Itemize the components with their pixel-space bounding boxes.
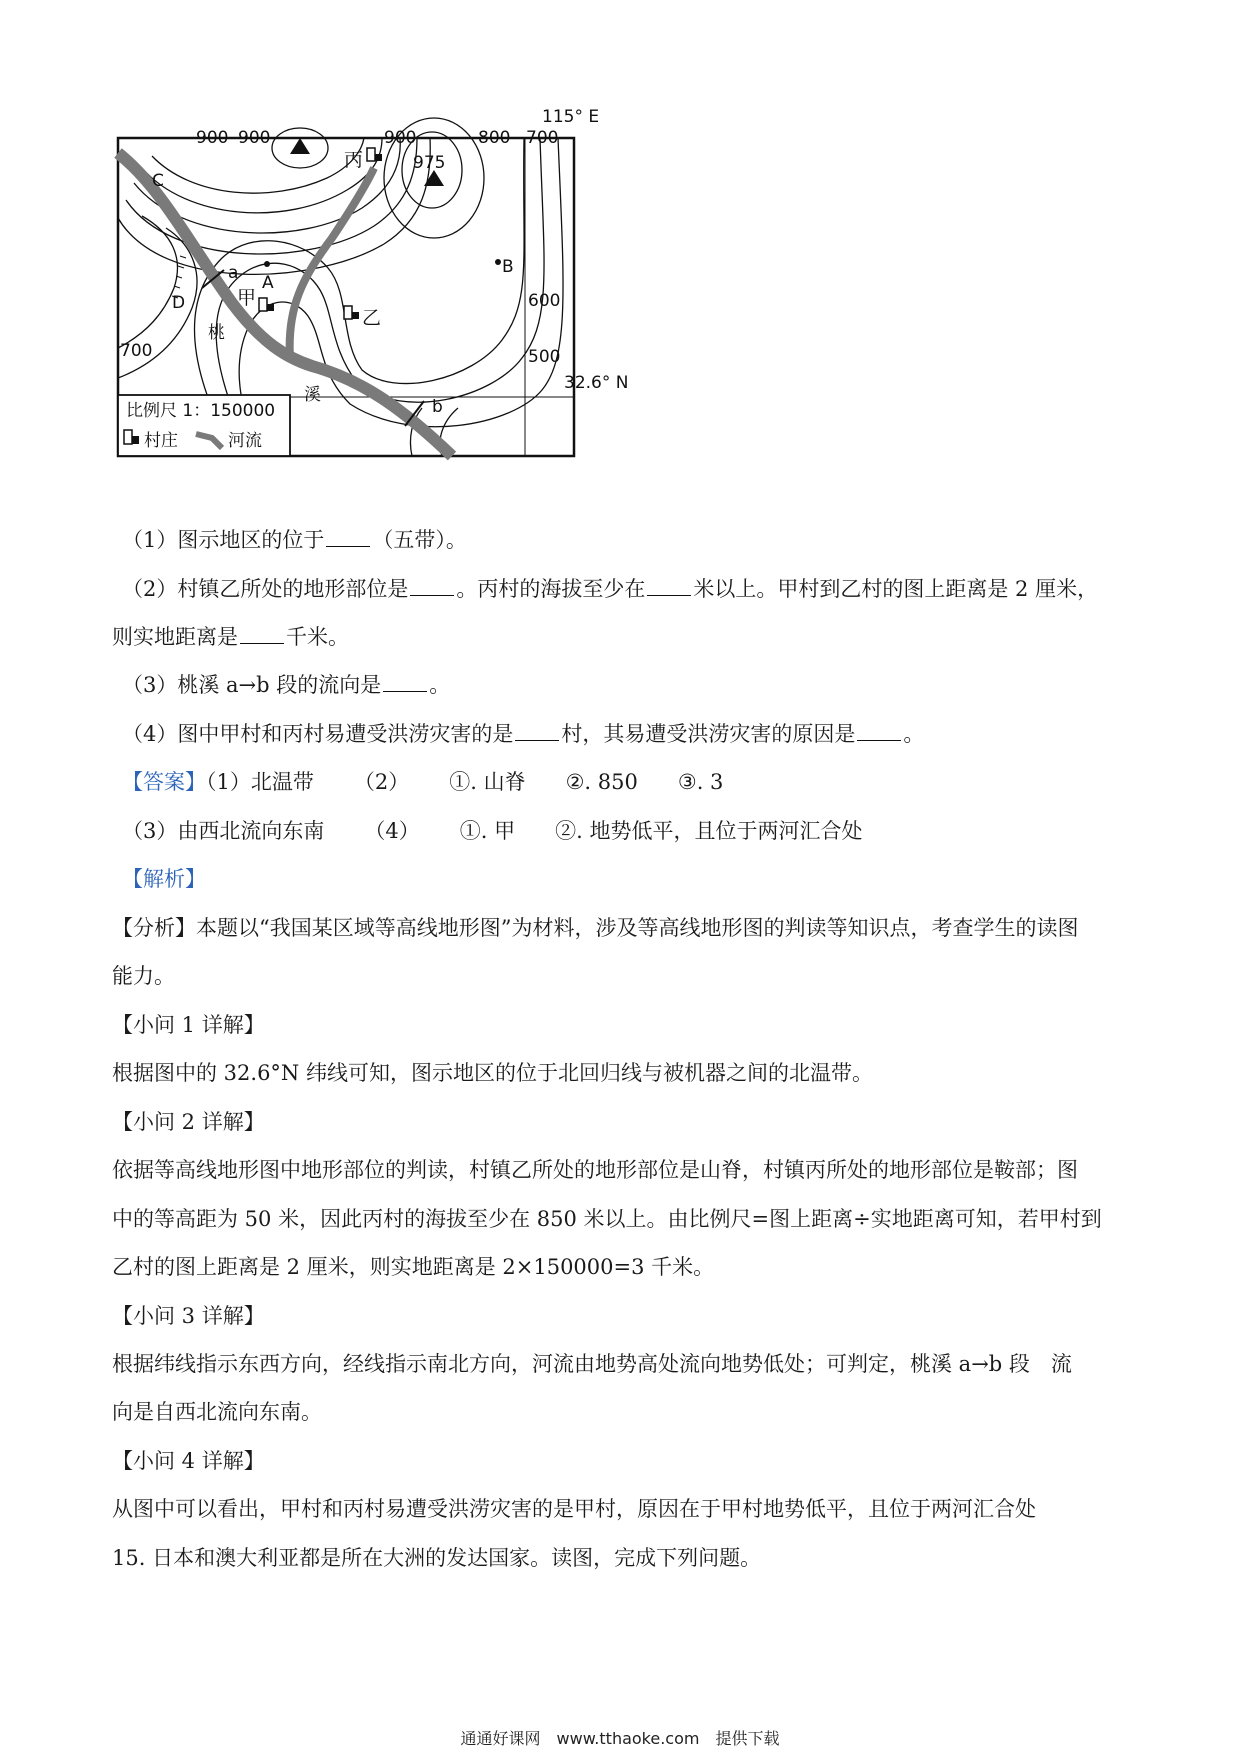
analysis-fenxi-line-1: 【分析】本题以“我国某区域等高线地形图”为材料，涉及等高线地形图的判读等知识点，考查学生的读图 [112, 916, 1079, 940]
q3-detail-body-1: 根据纬线指示东西方向，经线指示南北方向，河流由地势高处流向地势低处；可判定，桃溪 a→b 段 流 [112, 1352, 1072, 1376]
village-icon [259, 298, 274, 311]
point-label-d: D [172, 293, 186, 313]
question-3: （3）桃溪 a→b 段的流向是 。 [122, 673, 451, 697]
point-label-a-lower: a [228, 263, 239, 283]
question-2-line-2: 则实地距离是 千米。 [112, 625, 349, 649]
village-icon [344, 306, 359, 319]
q4-detail-body: 从图中可以看出，甲村和丙村易遭受洪涝灾害的是甲村，原因在于甲村地势低平，且位于两河汇合处 [112, 1497, 1036, 1521]
point-label-c: C [152, 171, 164, 191]
contour-label: 700 [120, 341, 153, 361]
river-name-char: 桃 [208, 323, 225, 343]
answer-blank [383, 673, 427, 692]
contour-label: 975 [413, 153, 446, 173]
river-branch [290, 168, 374, 358]
q2-detail-body-1: 依据等高线地形图中地形部位的判读，村镇乙所处的地形部位是山脊，村镇丙所处的地形部位是鞍部；图 [112, 1158, 1078, 1182]
cliff-hachures [172, 256, 186, 298]
analysis-fenxi-line-2: 能力。 [112, 964, 175, 988]
answer-blank [647, 577, 691, 596]
village-icon [367, 148, 382, 161]
q4-detail-heading: 【小问 4 详解】 [112, 1449, 265, 1473]
river-name-char: 溪 [304, 385, 321, 405]
answer-tag: 【答案】 [122, 770, 206, 794]
contour-label: 500 [528, 347, 561, 367]
contour-label: 900 [384, 128, 417, 148]
q2-detail-heading: 【小问 2 详解】 [112, 1110, 265, 1134]
question-2-line-1: （2）村镇乙所处的地形部位是 。丙村的海拔至少在 米以上。甲村到乙村的图上距离是 2 厘米， [122, 577, 1099, 601]
point-label-b-upper: B [502, 257, 514, 277]
latitude-label: 32.6° N [564, 373, 629, 393]
q3-detail-heading: 【小问 3 详解】 [112, 1304, 265, 1328]
answer-blank [515, 722, 559, 741]
answer-blank [857, 722, 901, 741]
answer-line-1: 【答案】（1）北温带 （2） ①. 山脊 ②. 850 ③. 3 [122, 770, 724, 794]
contour-map [112, 108, 712, 500]
village-label-jia: 甲 [237, 287, 257, 309]
answer-blank [326, 528, 370, 547]
contour-map-svg [112, 108, 712, 500]
answer-line-2: （3）由西北流向东南 （4） ①. 甲 ②. 地势低平，且位于两河汇合处 [122, 819, 863, 843]
q1-detail-heading: 【小问 1 详解】 [112, 1013, 265, 1037]
longitude-label: 115° E [542, 108, 600, 127]
q2-detail-body-3: 乙村的图上距离是 2 厘米，则实地距离是 2×150000=3 千米。 [112, 1255, 715, 1279]
contour-label: 900 [196, 128, 229, 148]
next-question: 15. 日本和澳大利亚都是所在大洲的发达国家。读图，完成下列问题。 [112, 1546, 762, 1570]
point-label-b-lower: b [432, 397, 443, 417]
contour-label: 600 [528, 291, 561, 311]
point-b-dot [495, 259, 501, 265]
legend-village-label: 村庄 [144, 431, 178, 451]
analysis-tag: 【解析】 [122, 867, 206, 891]
q1-detail-body: 根据图中的 32.6°N 纬线可知，图示地区的位于北回归线与被机器之间的北温带。 [112, 1061, 873, 1085]
answer-blank [240, 625, 284, 644]
legend-scale: 比例尺 1：150000 [126, 401, 276, 421]
page-footer: 通通好课网 www.tthaoke.com 提供下载 [460, 1729, 780, 1748]
summit-icon [290, 138, 310, 154]
q3-detail-body-2: 向是自西北流向东南。 [112, 1400, 322, 1424]
village-label-yi: 乙 [362, 307, 382, 329]
point-a-dot [264, 261, 270, 267]
q2-detail-body-2: 中的等高距为 50 米，因此丙村的海拔至少在 850 米以上。由比例尺=图上距离÷实地距离可知，若甲村到 [112, 1207, 1102, 1231]
contour-label: 800 [478, 128, 511, 148]
answer-blank [410, 577, 454, 596]
summit-contours [272, 118, 484, 238]
contour-label: 700 [526, 128, 559, 148]
question-1: （1）图示地区的位于 （五带）。 [122, 528, 467, 552]
question-4: （4）图中甲村和丙村易遭受洪涝灾害的是 村，其易遭受洪涝灾害的原因是 。 [122, 722, 925, 746]
point-label-a-upper: A [262, 273, 274, 293]
village-label-bing: 丙 [344, 149, 364, 171]
legend-river-label: 河流 [228, 431, 262, 451]
contour-label: 900 [238, 128, 271, 148]
